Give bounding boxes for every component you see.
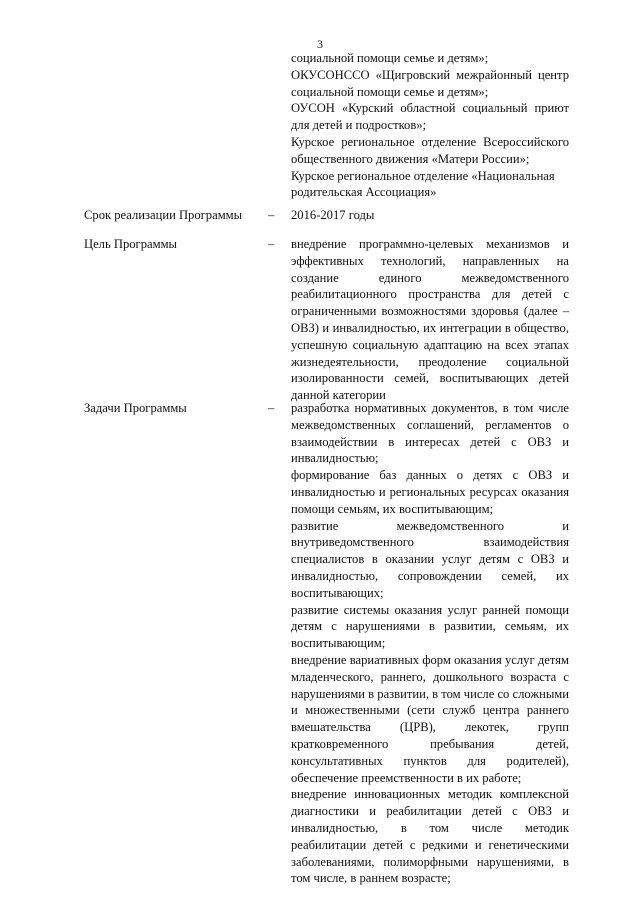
task-item: разработка нормативных документов, в том числе межведомственных соглашений, регламентов о взаимодействии в интересах детей с ОВЗ и инвалидностью; xyxy=(291,401,569,466)
participant-item: Курское региональное отделение Всероссийского общественного движения «Матери России»; xyxy=(291,134,569,166)
period-text: 2016-2017 годы xyxy=(291,208,375,222)
participant-item: социальной помощи семье и детям»; xyxy=(291,51,489,65)
task-item: развитие межведомственного и внутриведомственного взаимодействия специалистов в оказании услуг детям с ОВЗ и инвалидностью, сопровождении семей, их воспитывающих; xyxy=(291,518,569,600)
participant-item: ОКУСОНССО «Щигровский межрайонный центр социальной помощи семье и детям»; xyxy=(291,67,569,99)
task-item: внедрение вариативных форм оказания услуг детям младенческого, раннего, дошкольного возраста с нарушениями в развитии, в том числе со сложными и множественными (сети служб центра раннего вмешательства (ЦРВ), лекотек, групп кратковременного пребывания детей, консультативных пунктов для родителей), обеспечение преемственности в их работе; xyxy=(291,652,569,785)
goal-text: внедрение программно-целевых механизмов и эффективных технологий, направленных на создание единого межведомственного реабилитационного пространства для детей с ограниченными возможностями здоровья (далее – ОВЗ) и инвалидностью, их интеграции в общество, успешную социальную адаптацию на всех этапах жизнедеятельности, преодоление социальной изолированности семей, воспитывающих детей данной категории xyxy=(291,237,569,403)
tasks-dash: – xyxy=(268,401,275,415)
task-item: внедрение инновационных методик комплексной диагностики и реабилитации детей с ОВЗ и инвалидностью, в том числе методик реабилитации детей с редкими и генетическими заболеваниями, полиморфными нарушениями, в том числе, в раннем возрасте; xyxy=(291,787,569,886)
task-item: развитие системы оказания услуг ранней помощи детям с нарушениями в развитии, семьям, их воспитывающим; xyxy=(291,602,569,651)
task-item: формирование баз данных о детях с ОВЗ и инвалидностью и региональных ресурсах оказания помощи семьям, их воспитывающим; xyxy=(291,468,569,516)
page-number: 3 xyxy=(317,37,323,51)
participant-item: ОУСОН «Курский областной социальный приют для детей и подростков»; xyxy=(291,101,569,133)
tasks-label: Задачи Программы xyxy=(84,401,187,415)
period-value xyxy=(291,207,569,224)
tasks-list xyxy=(291,400,569,887)
period-label: Срок реализации Программы xyxy=(84,208,243,222)
participant-item: Курское региональное отделение «Национальная родительская Ассоциация» xyxy=(291,168,555,200)
goal-value xyxy=(291,236,569,404)
goal-dash: – xyxy=(268,237,275,251)
goal-label: Цель Программы xyxy=(84,237,178,251)
participants-list xyxy=(291,50,569,201)
period-dash: – xyxy=(268,208,275,222)
